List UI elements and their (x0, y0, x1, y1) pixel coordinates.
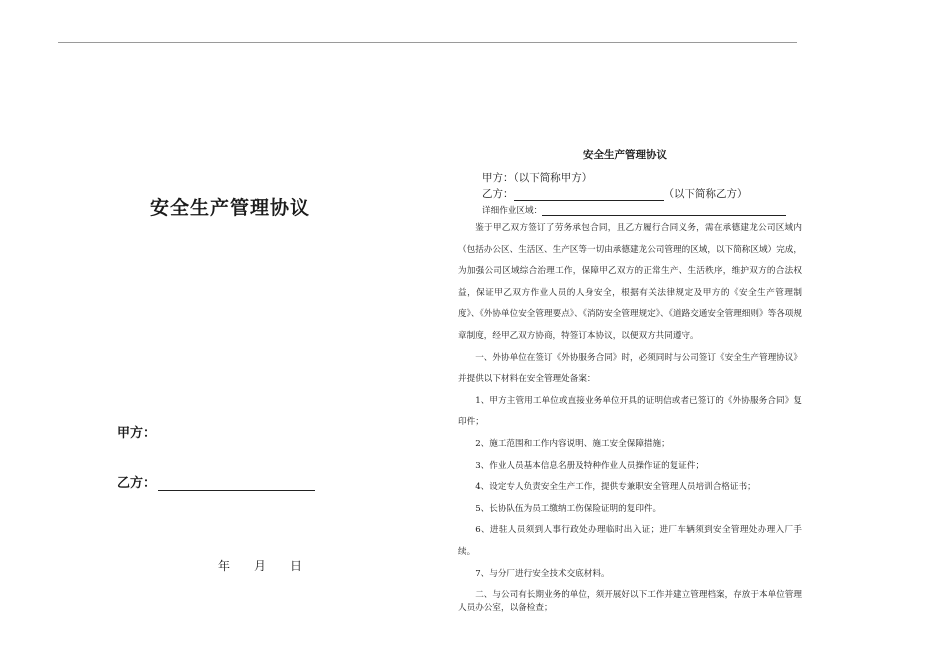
work-area-label: 详细作业区域： (482, 206, 543, 216)
agreement-party-a-text: 甲方：（以下简称甲方） (482, 172, 593, 184)
agreement-body (458, 218, 802, 615)
cover-party-b-label: 乙方： (117, 476, 157, 491)
paragraph: 一、外协单位在签订《外协服务合同》时，必须同时与公司签订《安全生产管理协议》并提供以下材料在安全管理处备案： (458, 352, 802, 385)
cover-date (218, 557, 302, 574)
agreement-party-a (482, 170, 592, 185)
paragraph: 鉴于甲乙双方签订了劳务承包合同，且乙方履行合同义务，需在承德建龙公司区域内（包括办公区、生活区、生产区等一切由承德建龙公司管理的区域，以下简称区域）完成，为加强公司区域综合治理工作，保障甲乙双方的正常生产、生活秩序，维护双方的合法权益，保证甲乙双方作业人员的人身安全，根据有关法律规定及甲方的《安全生产管理制度》、《外协单位安全管理要点》、《消防安全管理规定》、《道路交通安全管理细则》等各项规章制度，经甲乙双方协商，特签订本协议，以便双方共同遵守。 (458, 223, 802, 341)
date-month: 月 (254, 559, 267, 573)
cover-party-b (117, 472, 315, 491)
paragraph: 4、设定专人负责安全生产工作，提供专兼职安全管理人员培训合格证书； (475, 482, 756, 493)
paragraph: 2、施工范围和工作内容说明、施工安全保障措施； (475, 438, 670, 449)
agreement-party-b-suffix: （以下简称乙方） (663, 188, 748, 200)
agreement-party-b-blank (514, 188, 664, 201)
work-area-blank (542, 205, 786, 216)
date-day: 日 (290, 559, 303, 573)
top-divider (58, 42, 797, 43)
paragraph: 二、与公司有长期业务的单位，须开展好以下工作并建立管理档案，存放于本单位管理人员办公室，以备检查； (458, 590, 802, 614)
cover-party-b-blank (158, 476, 315, 491)
paragraph: 1、甲方主管用工单位或直接业务单位开具的证明信或者已签订的《外协服务合同》复印件； (458, 395, 802, 428)
paragraph: 5、长协队伍为员工缴纳工伤保险证明的复印件。 (475, 503, 662, 514)
work-area (482, 204, 786, 216)
agreement-title: 安全生产管理协议 (583, 149, 667, 161)
cover-title: 安全生产管理协议 (150, 197, 311, 219)
date-year: 年 (218, 559, 231, 573)
cover-party-a-label: 甲方： (117, 426, 157, 441)
agreement-party-b-label: 乙方： (482, 188, 514, 200)
paragraph: 7、与分厂进行安全技术交底材料。 (475, 568, 610, 579)
agreement-party-b (482, 186, 748, 201)
paragraph: 3、作业人员基本信息名册及特种作业人员操作证的复证件； (475, 460, 705, 471)
paragraph: 6、进驻人员须到人事行政处办理临时出入证；进厂车辆须到安全管理处办理入厂手续。 (458, 525, 802, 557)
